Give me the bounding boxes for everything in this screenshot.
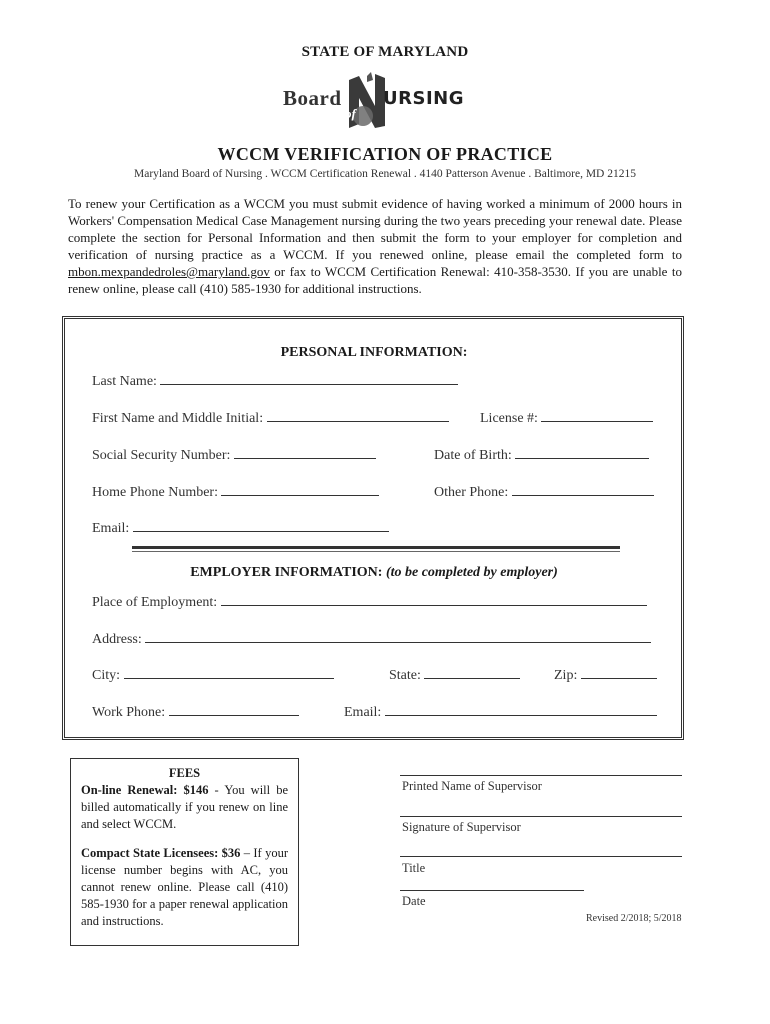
intro-text-1: To renew your Certification as a WCCM you must submit evidence of having worked a minimum of 2000 hours in Workers' Compensation Medical Case Management nursing during the two years preceding your renewal date. Please complete the section for Personal Information and then submit the form to your employer for completion and verification of nursing practice as a WCCM. If you renewed online, please email the completed form to	[68, 196, 682, 262]
employer-title-note: (to be completed by employer)	[385, 565, 558, 580]
fees-title: FEES	[168, 766, 201, 780]
first-name-label: First Name and Middle Initial:	[92, 411, 264, 426]
license-row	[480, 408, 653, 427]
license-label: License #:	[480, 411, 538, 426]
signature-label: Signature of Supervisor	[402, 820, 521, 834]
work-phone-field[interactable]	[169, 702, 299, 716]
place-label: Place of Employment:	[92, 595, 218, 610]
employer-info-title	[0, 565, 748, 581]
date-field[interactable]	[400, 890, 584, 891]
home-phone-row	[92, 482, 379, 501]
compact-state-text	[81, 845, 288, 930]
compact-state-label: Compact State Licensees: $36	[81, 846, 241, 860]
other-phone-label: Other Phone:	[434, 485, 509, 500]
title-label: Title	[402, 861, 426, 875]
license-field[interactable]	[541, 408, 653, 422]
online-renewal-desc: - You will be billed automatically if you renew on line and select WCCM.	[81, 783, 289, 831]
online-renewal-label: On-line Renewal: $146	[81, 783, 209, 797]
revised-note: Revised 2/2018; 5/2018	[586, 913, 682, 924]
address-row	[92, 629, 651, 648]
logo-of-text: of	[345, 106, 356, 121]
personal-info-title: PERSONAL INFORMATION:	[280, 345, 468, 360]
city-label: City:	[92, 668, 121, 683]
signature-field[interactable]	[400, 816, 682, 817]
zip-label: Zip:	[554, 668, 578, 683]
dob-label: Date of Birth:	[434, 448, 512, 463]
logo-nursing-text: URSING	[383, 88, 464, 109]
city-field[interactable]	[124, 665, 334, 679]
home-phone-label: Home Phone Number:	[92, 485, 218, 500]
address-label: Address:	[92, 632, 142, 647]
state-label: State:	[389, 668, 421, 683]
dob-field[interactable]	[515, 445, 649, 459]
zip-field[interactable]	[581, 665, 657, 679]
employer-email-label: Email:	[344, 705, 382, 720]
printed-name-label: Printed Name of Supervisor	[402, 779, 542, 793]
state-field[interactable]	[424, 665, 520, 679]
fees-box	[70, 758, 299, 946]
email-field[interactable]	[133, 518, 389, 532]
first-name-row	[92, 408, 449, 427]
logo-board-text: Board	[283, 86, 342, 110]
email-label: Email:	[92, 521, 130, 536]
ssn-label: Social Security Number:	[92, 448, 231, 463]
email-row	[92, 518, 389, 537]
printed-name-field[interactable]	[400, 775, 682, 776]
state-heading: STATE OF MARYLAND	[301, 44, 469, 60]
dob-row	[434, 445, 649, 464]
employer-email-row	[344, 702, 657, 721]
compact-state-desc: – If your license number begins with AC, you cannot renew online. Please call (410) 585-1930 for a paper renewal application and instructions.	[81, 846, 288, 928]
date-label: Date	[402, 894, 426, 908]
last-name-field[interactable]	[160, 371, 458, 385]
ssn-row	[92, 445, 376, 464]
home-phone-field[interactable]	[221, 482, 379, 496]
employer-email-field[interactable]	[385, 702, 657, 716]
address-subline: Maryland Board of Nursing . WCCM Certification Renewal . 4140 Patterson Avenue . Baltimore, MD 21215	[134, 168, 636, 180]
other-phone-row	[434, 482, 654, 501]
board-of-nursing-logo	[283, 72, 483, 136]
work-phone-row	[92, 702, 299, 721]
other-phone-field[interactable]	[512, 482, 654, 496]
section-divider-thin	[132, 551, 620, 552]
section-divider	[132, 546, 620, 549]
city-row	[92, 665, 334, 684]
work-phone-label: Work Phone:	[92, 705, 166, 720]
title-field[interactable]	[400, 856, 682, 857]
state-row	[389, 665, 520, 684]
first-name-field[interactable]	[267, 408, 449, 422]
last-name-label: Last Name:	[92, 374, 157, 389]
employer-title-text: EMPLOYER INFORMATION:	[190, 565, 383, 580]
online-renewal-text	[81, 782, 288, 833]
place-row	[92, 592, 647, 611]
place-field[interactable]	[221, 592, 647, 606]
renewal-email-link[interactable]: mbon.mexpandedroles@maryland.gov	[68, 264, 270, 279]
page-title: WCCM VERIFICATION OF PRACTICE	[217, 144, 553, 164]
intro-text-2: or fax to WCCM Certification Renewal: 410-358-3530. If you are unable to renew online, please call (410) 585-1930 for additional instructions.	[68, 264, 682, 296]
ssn-field[interactable]	[234, 445, 376, 459]
intro-paragraph	[68, 195, 682, 297]
address-field[interactable]	[145, 629, 651, 643]
zip-row	[554, 665, 657, 684]
last-name-row	[92, 371, 458, 390]
